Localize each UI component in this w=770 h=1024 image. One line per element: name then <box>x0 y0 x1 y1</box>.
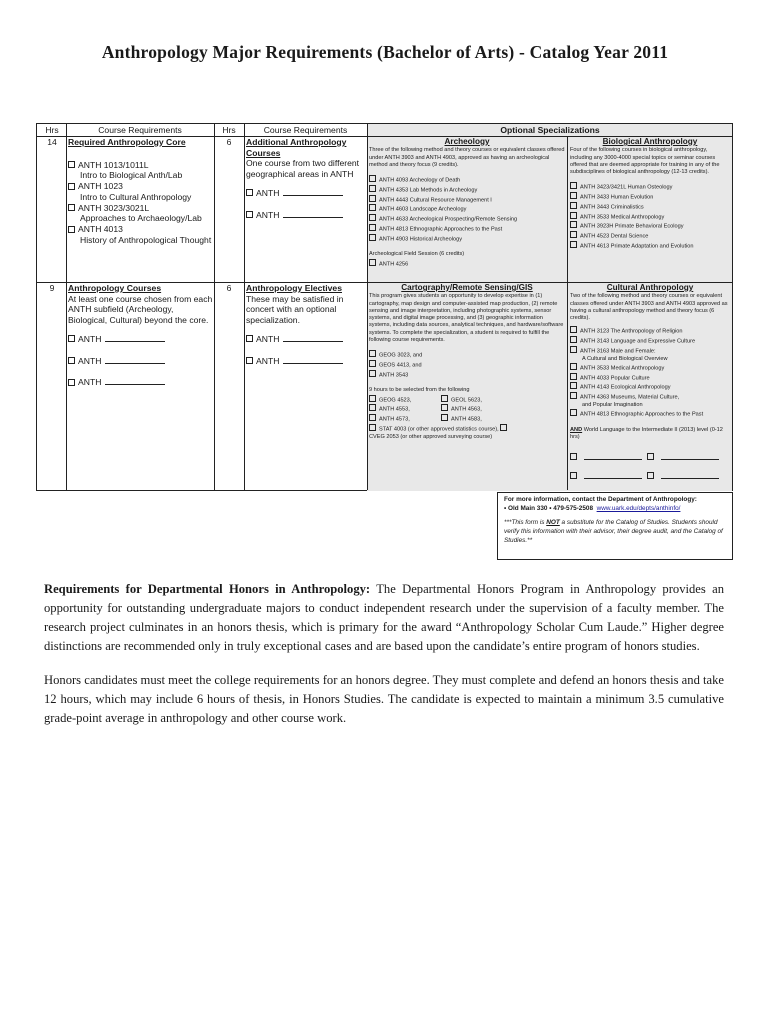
header-course-requirements-2: Course Requirements <box>263 125 348 135</box>
item-text: ANTH 4443 Cultural Resource Management I <box>379 197 492 204</box>
header-hrs-2: Hrs <box>222 125 236 135</box>
electives-blanks <box>246 334 366 366</box>
required-course-item <box>68 203 213 214</box>
catalog-disclaimer: ***This form is NOT a substitute for the Catalog of Studies. Students should verify this information with their advisor, their degree audit, and the Catalog of Studies.** <box>504 518 723 544</box>
honors-section <box>44 580 724 742</box>
gis-stat: STAT 4003 (or other approved statistics course), <box>369 424 565 434</box>
cultural-course-sub: and Popular Imagination <box>582 401 643 408</box>
cultural-course-item <box>570 409 730 419</box>
gis-grid <box>369 395 565 424</box>
checkbox-icon <box>570 326 577 333</box>
item-text: ANTH 1013/1011L <box>78 159 149 170</box>
row1-hrs-mid: 6 <box>226 137 232 147</box>
item-text: ANTH 4353 Lab Methods in Archeology <box>379 187 478 194</box>
blank-underline <box>283 334 343 342</box>
checkbox-icon <box>369 195 376 202</box>
cultural-language: AND World Language to the Intermediate II (2013) level (0-12 hrs) <box>570 426 723 441</box>
cultural-course-item <box>570 373 730 383</box>
biological-course-item <box>570 182 730 192</box>
archeology-course-item <box>369 175 565 185</box>
checkbox-icon <box>369 404 376 411</box>
item-text: ANTH 4013 <box>78 224 123 235</box>
anth-blank-line <box>68 334 213 345</box>
blank-label: ANTH <box>256 355 280 366</box>
cultural-course-item <box>570 336 730 346</box>
item-text: ANTH 4573, <box>379 416 410 423</box>
blank-underline <box>105 356 165 364</box>
item-text: ANTH 4033 Popular Culture <box>580 375 650 382</box>
archeology-list <box>369 175 565 243</box>
item-text: ANTH 4813 Ethnographic Approaches to the Past <box>379 226 503 233</box>
checkbox-icon <box>68 379 75 386</box>
cultural-blanks-row-2 <box>570 471 730 482</box>
biological-heading: Biological Anthropology <box>602 137 698 146</box>
item-text: ANTH 3533 Medical Anthropology <box>580 214 665 221</box>
item-text: ANTH 4363 Museums, Material Culture, <box>580 394 680 401</box>
gis-grid-cell <box>369 414 441 424</box>
item-text: ANTH 3023/3021L <box>78 202 150 213</box>
item-text: ANTH 3443 Criminalistics <box>580 204 644 211</box>
blank-label: ANTH <box>78 355 102 366</box>
additional-courses-cell <box>246 137 366 231</box>
gis-grid-row <box>369 414 565 424</box>
checkbox-icon <box>570 212 577 219</box>
blank-underline <box>105 334 165 342</box>
item-text: ANTH 4633 Archeological Prospecting/Remote Sensing <box>379 216 518 223</box>
required-course-desc: Intro to Cultural Anthropology <box>80 191 192 202</box>
blank-underline <box>105 377 165 385</box>
checkbox-icon <box>570 241 577 248</box>
additional-blanks <box>246 188 366 220</box>
item-text: GEOL 5623, <box>451 397 482 404</box>
checkbox-icon <box>570 346 577 353</box>
anthropology-blanks <box>68 334 213 388</box>
item-text: ANTH 4603 Landscape Archeology <box>379 206 467 213</box>
item-text: ANTH 4583, <box>451 416 482 423</box>
row2-hrs-mid: 6 <box>226 283 232 293</box>
item-text: ANTH 4563, <box>451 406 482 413</box>
anthropology-courses-heading: Anthropology Courses <box>68 283 162 293</box>
checkbox-icon <box>68 204 75 211</box>
gis-grid-row <box>369 395 565 405</box>
additional-courses-desc: One course from two different geographical areas in ANTH <box>246 158 360 180</box>
item-text: ANTH 4523 Dental Science <box>580 233 649 240</box>
checkbox-icon <box>570 409 577 416</box>
item-text: ANTH 3533 Medical Anthropology <box>580 365 665 372</box>
cultural-course-item <box>570 382 730 392</box>
blank-underline <box>283 188 343 196</box>
department-url-link[interactable]: www.uark.edu/depts/anthinfo/ <box>596 504 681 512</box>
anth-blank-line <box>68 377 213 388</box>
header-hrs: Hrs <box>45 125 59 135</box>
item-text: ANTH 3923H Primate Behavioral Ecology <box>580 223 684 230</box>
required-core-list <box>68 160 213 246</box>
checkbox-icon <box>68 183 75 190</box>
item-text: ANTH 3123 The Anthropology of Religion <box>580 328 683 335</box>
cultural-blanks-row-1 <box>570 452 730 463</box>
requirements-table <box>36 123 733 491</box>
item-text: GEOG 3023, and <box>379 352 423 359</box>
checkbox-icon <box>369 395 376 402</box>
checkbox-icon <box>570 182 577 189</box>
checkbox-icon <box>441 404 448 411</box>
checkbox-icon <box>246 211 253 218</box>
checkbox-icon <box>570 392 577 399</box>
anth-blank-line <box>246 356 366 367</box>
gis-cveg: CVEG 2053 (or other approved surveying course) <box>369 433 493 440</box>
checkbox-icon <box>246 335 253 342</box>
anthropology-courses-cell <box>68 283 213 399</box>
blank-label: ANTH <box>78 377 102 388</box>
checkbox-icon <box>369 224 376 231</box>
checkbox-icon <box>68 357 75 364</box>
blank-label: ANTH <box>78 333 102 344</box>
cultural-heading: Cultural Anthropology <box>606 283 694 292</box>
checkbox-icon <box>441 414 448 421</box>
anth-blank-line <box>246 210 366 221</box>
checkbox-icon <box>246 189 253 196</box>
anthropology-courses-desc: At least one course chosen from each ANTH subfield (Archeology, Biological, Cultural) beyond the core. <box>68 293 213 326</box>
cultural-course-item <box>570 326 730 336</box>
required-course-item <box>68 224 213 235</box>
contact-line-1: For more information, contact the Department of Anthropology: <box>504 496 697 503</box>
checkbox-icon <box>570 373 577 380</box>
gis-heading: Cartography/Remote Sensing/GIS <box>401 283 533 292</box>
archeology-course-item <box>369 195 565 205</box>
item-text: GEOG 4523, <box>379 397 412 404</box>
archeology-course-item <box>369 204 565 214</box>
item-text: ANTH 4093 Archeology of Death <box>379 177 461 184</box>
gis-grid-cell <box>369 404 441 414</box>
header-optional-specializations: Optional Specializations <box>500 125 600 135</box>
gis-select: 9 hours to be selected from the following <box>369 387 470 394</box>
biological-course-item <box>570 231 730 241</box>
cultural-course-sub: A Cultural and Biological Overview <box>582 355 668 362</box>
checkbox-icon <box>68 226 75 233</box>
anth-blank-line <box>246 188 366 199</box>
gis-grid-cell <box>441 395 513 405</box>
cultural-course-item <box>570 392 730 402</box>
cultural-course-item <box>570 346 730 356</box>
gis-desc: This program gives students an opportunity to develop expertise in (1) cartography, map design and computer-assisted map production, (2) remote sensing and image interpretation, including photographic systems, sensor systems, and digital image processing, and (3) geographic information systems, including data sources, analytical techniques, and hardware/software systems. To complete the specialization, a student is required to fulfill the following course requirements. <box>369 293 564 343</box>
archeology-course-item <box>369 224 565 234</box>
electives-heading: Anthropology Electives <box>246 283 342 293</box>
cultural-course-item <box>570 363 730 373</box>
checkbox-icon <box>369 360 376 367</box>
blank-label: ANTH <box>256 333 280 344</box>
checkbox-icon <box>500 424 507 431</box>
item-text: ANTH 4613 Primate Adaptation and Evolution <box>580 243 694 250</box>
required-course-item <box>68 181 213 192</box>
checkbox-icon <box>369 175 376 182</box>
checkbox-icon <box>68 335 75 342</box>
required-course-item <box>68 160 213 171</box>
gis-course-item <box>369 350 565 360</box>
checkbox-icon <box>246 357 253 364</box>
contact-info-box <box>497 492 733 560</box>
checkbox-icon <box>570 221 577 228</box>
biological-desc: Four of the following courses in biological anthropology, including any 3000-4000 special topics or seminar courses offered that are deemed appropriate for training in any of the subdisciplines of biological anthropology (12-13 credits). <box>570 147 720 176</box>
item-text: ANTH 4903 Historical Archeology <box>379 236 463 243</box>
required-course-desc: History of Anthropological Thought <box>80 234 212 245</box>
biological-course-item <box>570 212 730 222</box>
cultural-desc: Two of the following method and theory courses or equivalent classes offered under ANTH 3903 and ANTH 4903 approved as having a cultural anthropology method and theory focus (6 credits). <box>570 293 728 322</box>
item-text: GEOS 4413, and <box>379 362 422 369</box>
checkbox-icon <box>369 234 376 241</box>
checkbox-icon <box>369 214 376 221</box>
archeology-course-item <box>369 214 565 224</box>
checkbox-icon <box>570 336 577 343</box>
gis-grid-cell <box>369 395 441 405</box>
archeology-heading: Archeology <box>444 137 490 146</box>
archeology-field: Archeological Field Session (6 credits) <box>369 251 465 258</box>
checkbox-icon <box>369 350 376 357</box>
gis-course-item <box>369 360 565 370</box>
additional-courses-heading: Additional Anthropology Courses <box>246 137 347 158</box>
gis-grid-row <box>369 404 565 414</box>
biological-course-item <box>570 202 730 212</box>
checkbox-icon <box>369 424 376 431</box>
checkbox-icon <box>68 161 75 168</box>
gis-list <box>369 350 565 379</box>
cultural-cell <box>570 283 730 482</box>
item-text: ANTH 3143 Language and Expressive Culture <box>580 338 696 345</box>
required-core-heading: Required Anthropology Core <box>68 137 186 147</box>
biological-course-item <box>570 192 730 202</box>
blank-label: ANTH <box>256 209 280 220</box>
required-course-desc: Intro to Biological Anth/Lab <box>80 170 183 181</box>
checkbox-icon <box>369 259 376 266</box>
electives-cell <box>246 283 366 377</box>
archeology-cell <box>369 137 565 268</box>
anth-blank-line <box>68 356 213 367</box>
item-text: ANTH 3423/3421L Human Osteology <box>580 184 673 191</box>
item-text: ANTH 4813 Ethnographic Approaches to the Past <box>580 411 704 418</box>
biological-cell <box>570 137 730 251</box>
item-text: ANTH 3543 <box>379 372 409 379</box>
electives-desc: These may be satisfied in concert with an optional specialization. <box>246 293 344 326</box>
required-core-cell <box>68 137 213 246</box>
biological-course-item <box>570 241 730 251</box>
honors-paragraph-2: Honors candidates must meet the college requirements for an honors degree. They must complete and defend an honors thesis and take 12 hours, which may include 6 hours of thesis, in Honors Studies. The candidate is expected to maintain a minimum 3.5 cumulative grade-point average in anthropology and other course work. <box>44 672 724 725</box>
checkbox-icon <box>441 395 448 402</box>
biological-list <box>570 182 730 250</box>
archeology-desc: Three of the following method and theory courses or equivalent classes offered under ANTH 3903 and ANTH 4903, approved as having an archeological method and theory focus (9 credits). <box>369 147 565 168</box>
item-text: ANTH 3163 Male and Female: <box>580 348 656 355</box>
biological-course-item <box>570 221 730 231</box>
checkbox-icon <box>570 363 577 370</box>
item-text: ANTH 4143 Ecological Anthropology <box>580 384 671 391</box>
page-title: Anthropology Major Requirements (Bachelor of Arts) - Catalog Year 2011 <box>101 42 669 62</box>
item-text: ANTH 4553, <box>379 406 410 413</box>
archeology-field-item: ANTH 4256 <box>369 259 565 269</box>
gis-cell <box>369 283 565 441</box>
checkbox-icon <box>369 204 376 211</box>
gis-grid-cell <box>441 414 513 424</box>
gis-grid-cell <box>441 404 513 414</box>
checkbox-icon <box>570 231 577 238</box>
cultural-list <box>570 326 730 419</box>
checkbox-icon <box>570 202 577 209</box>
checkbox-icon <box>369 370 376 377</box>
required-course-desc: Approaches to Archaeology/Lab <box>80 213 202 224</box>
gis-course-item <box>369 370 565 380</box>
anth-blank-line <box>246 334 366 345</box>
archeology-course-item <box>369 234 565 244</box>
archeology-course-item <box>369 185 565 195</box>
blank-underline <box>283 210 343 218</box>
contact-line-2: • Old Main 330 • 479-575-2508 www.uark.edu/depts/anthinfo/ <box>504 504 681 512</box>
checkbox-icon <box>570 192 577 199</box>
blank-label: ANTH <box>256 187 280 198</box>
blank-underline <box>283 356 343 364</box>
item-text: ANTH 3433 Human Evolution <box>580 194 654 201</box>
honors-paragraph-1: Requirements for Departmental Honors in Anthropology: The Departmental Honors Program in Anthropology provides an opportunity for outstanding undergraduate majors to conduct independent research under the supervision of a faculty member. The research project culminates in an honors thesis, which is primary for the award “Anthropology Scholar Cum Laude.” Higher degree distinctions are recommended only in truly exceptional cases and are based upon the candidate’s entire program of honors studies. <box>44 582 724 654</box>
header-course-requirements: Course Requirements <box>98 125 182 135</box>
item-text: ANTH 1023 <box>78 181 123 192</box>
checkbox-icon <box>570 382 577 389</box>
checkbox-icon <box>369 414 376 421</box>
row2-hrs-left: 9 <box>49 283 55 293</box>
row1-hrs-left: 14 <box>47 137 57 147</box>
checkbox-icon <box>369 185 376 192</box>
